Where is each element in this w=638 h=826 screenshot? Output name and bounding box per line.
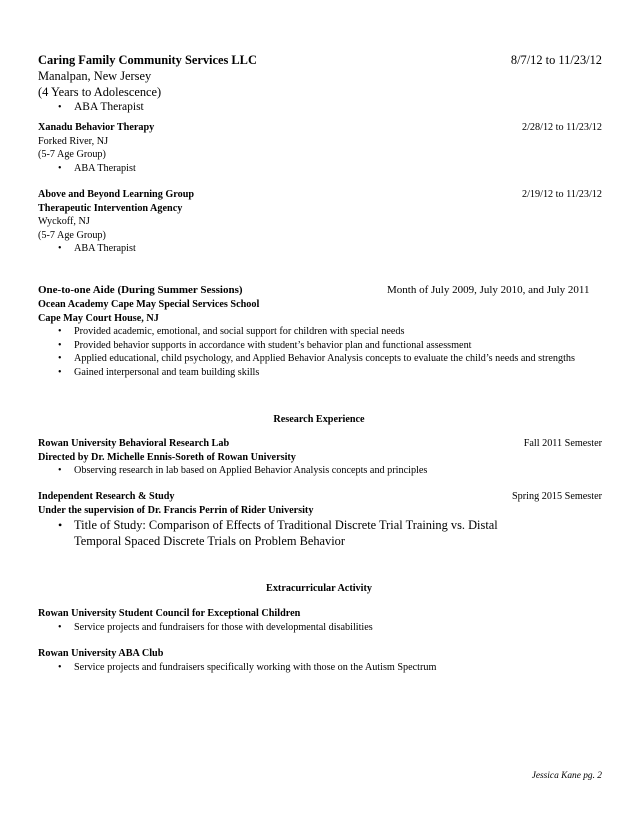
- job-role: • ABA Therapist: [38, 100, 602, 115]
- job-location: Manalpan, New Jersey: [38, 69, 152, 83]
- aide-header: [38, 283, 602, 298]
- activity-entry: [38, 647, 602, 674]
- job-age-group: (5-7 Age Group): [38, 229, 106, 241]
- job-role: • ABA Therapist: [38, 242, 602, 256]
- research-dates: Fall 2011 Semester: [523, 438, 602, 449]
- activity-name: Rowan University Student Council for Exceptional Children: [38, 608, 301, 619]
- job-location: Wyckoff, NJ: [38, 216, 90, 227]
- job-organization: Caring Family Community Services LLC: [38, 53, 257, 67]
- research-supervisor: Under the supervision of Dr. Francis Perrin of Rider University: [38, 504, 314, 516]
- job-role: • ABA Therapist: [38, 162, 602, 176]
- research-director: Directed by Dr. Michelle Ennis-Soreth of Rowan University: [38, 451, 296, 463]
- list-item: • Service projects and fundraisers specifically working with those on the Autism Spectrum: [38, 661, 602, 675]
- job-location: Forked River, NJ: [38, 135, 109, 147]
- job-organization: Xanadu Behavior Therapy: [38, 122, 155, 133]
- activity-entry: [38, 607, 602, 634]
- job-dates: 2/28/12 to 11/23/12: [522, 122, 602, 133]
- research-dates: Spring 2015 Semester: [512, 491, 602, 502]
- page-footer: Jessica Kane pg. 2: [531, 771, 602, 781]
- activity-details: [38, 621, 602, 635]
- job-age-group: (5-7 Age Group): [38, 149, 106, 160]
- activity-details: [38, 661, 602, 675]
- job-header: [38, 52, 602, 68]
- aide-duties: [38, 325, 583, 379]
- aide-school: Ocean Academy Cape May Special Services School: [38, 299, 260, 310]
- job-organization: Above and Beyond Learning Group: [38, 189, 195, 200]
- job-entry: [38, 121, 602, 175]
- job-dates: 2/19/12 to 11/23/12: [522, 189, 602, 200]
- job-duties: [38, 100, 602, 115]
- job-duties: [38, 162, 602, 176]
- research-header: [38, 437, 602, 451]
- activity-name: Rowan University ABA Club: [38, 648, 164, 659]
- list-item: • Service projects and fundraisers for those with developmental disabilities: [38, 621, 602, 635]
- aide-location: Cape May Court House, NJ: [38, 312, 159, 324]
- job-entry: [38, 188, 602, 256]
- list-item: • Observing research in lab based on Applied Behavior Analysis concepts and principles: [38, 464, 602, 478]
- section-heading-research: Research Experience: [273, 414, 365, 425]
- list-item: • Gained interpersonal and team building skills: [38, 366, 583, 380]
- job-duties: [38, 242, 602, 256]
- job-organization-secondary: Therapeutic Intervention Agency: [38, 202, 183, 214]
- research-entry: [38, 437, 602, 478]
- research-duties: [38, 464, 602, 478]
- list-item: • Provided behavior supports in accordance with student’s behavior plan and functional assessment: [38, 339, 583, 353]
- list-item: • Provided academic, emotional, and social support for children with special needs: [38, 325, 583, 339]
- job-entry: [38, 52, 602, 115]
- research-name: Rowan University Behavioral Research Lab: [38, 438, 230, 449]
- research-header: [38, 490, 602, 504]
- research-duties: [38, 517, 498, 549]
- job-dates: 8/7/12 to 11/23/12: [510, 53, 602, 67]
- research-entry: [38, 490, 602, 549]
- job-age-group: (4 Years to Adolescence): [38, 85, 162, 99]
- section-heading-extracurricular: Extracurricular Activity: [266, 583, 372, 594]
- aide-entry: [38, 283, 602, 379]
- list-item: • Title of Study: Comparison of Effects of Traditional Discrete Trial Training vs. Distal Temporal Spaced Discrete Trials on Problem Behavior: [38, 517, 498, 549]
- job-header: [38, 188, 602, 202]
- job-header: [38, 121, 602, 135]
- aide-title: One-to-one Aide (During Summer Sessions): [38, 284, 243, 296]
- aide-dates: Month of July 2009, July 2010, and July 2011: [387, 284, 590, 296]
- research-name: Independent Research & Study: [38, 491, 175, 502]
- list-item: • Applied educational, child psychology, and Applied Behavior Analysis concepts to evaluate the child’s needs and strengths: [38, 352, 583, 366]
